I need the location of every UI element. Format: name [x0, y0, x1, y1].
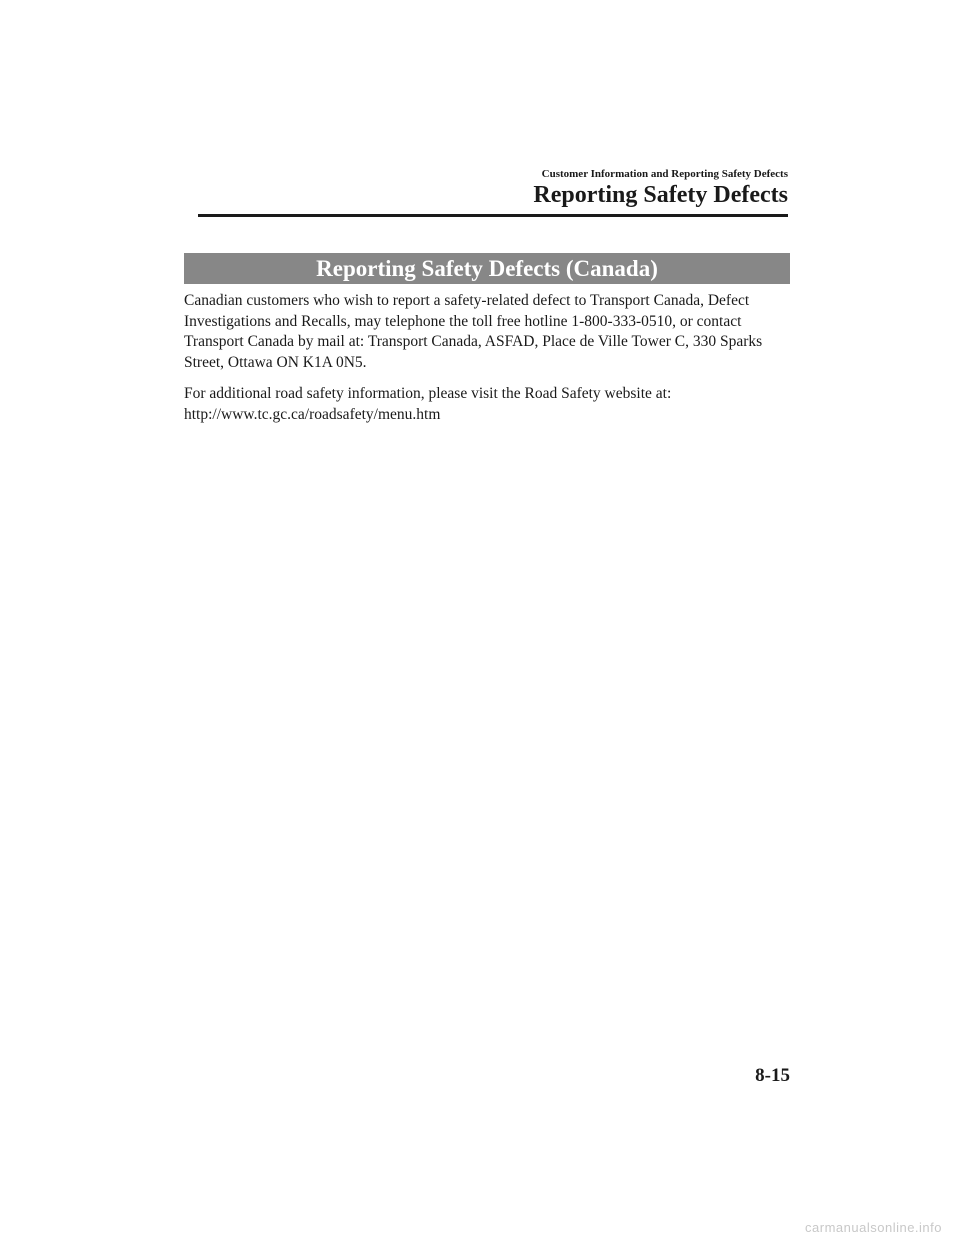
- watermark-text: carmanualsonline.info: [805, 1220, 942, 1235]
- body-paragraph-reporting: Canadian customers who wish to report a safety-related defect to Transport Canada, Defect Investigations and Recalls, may telephone the toll free hotline 1-800-333-0510, or contact Transport Canada by mail at: Transport Canada, ASFAD, Place de Ville Tower C, 330 Sparks Street, Ottawa ON K1A 0N5.: [184, 292, 763, 371]
- body-paragraph-road-safety: [184, 384, 794, 425]
- road-safety-text: For additional road safety information, please visit the Road Safety website at:: [184, 385, 672, 402]
- running-header-chapter: Customer Information and Reporting Safety Defects: [541, 168, 788, 180]
- running-header-title: Reporting Safety Defects: [533, 182, 788, 208]
- header-divider: [198, 214, 788, 217]
- page-number: 8-15: [755, 1065, 790, 1086]
- section-heading: Reporting Safety Defects (Canada): [184, 253, 790, 284]
- road-safety-url: http://www.tc.gc.ca/roadsafety/menu.htm: [184, 405, 441, 423]
